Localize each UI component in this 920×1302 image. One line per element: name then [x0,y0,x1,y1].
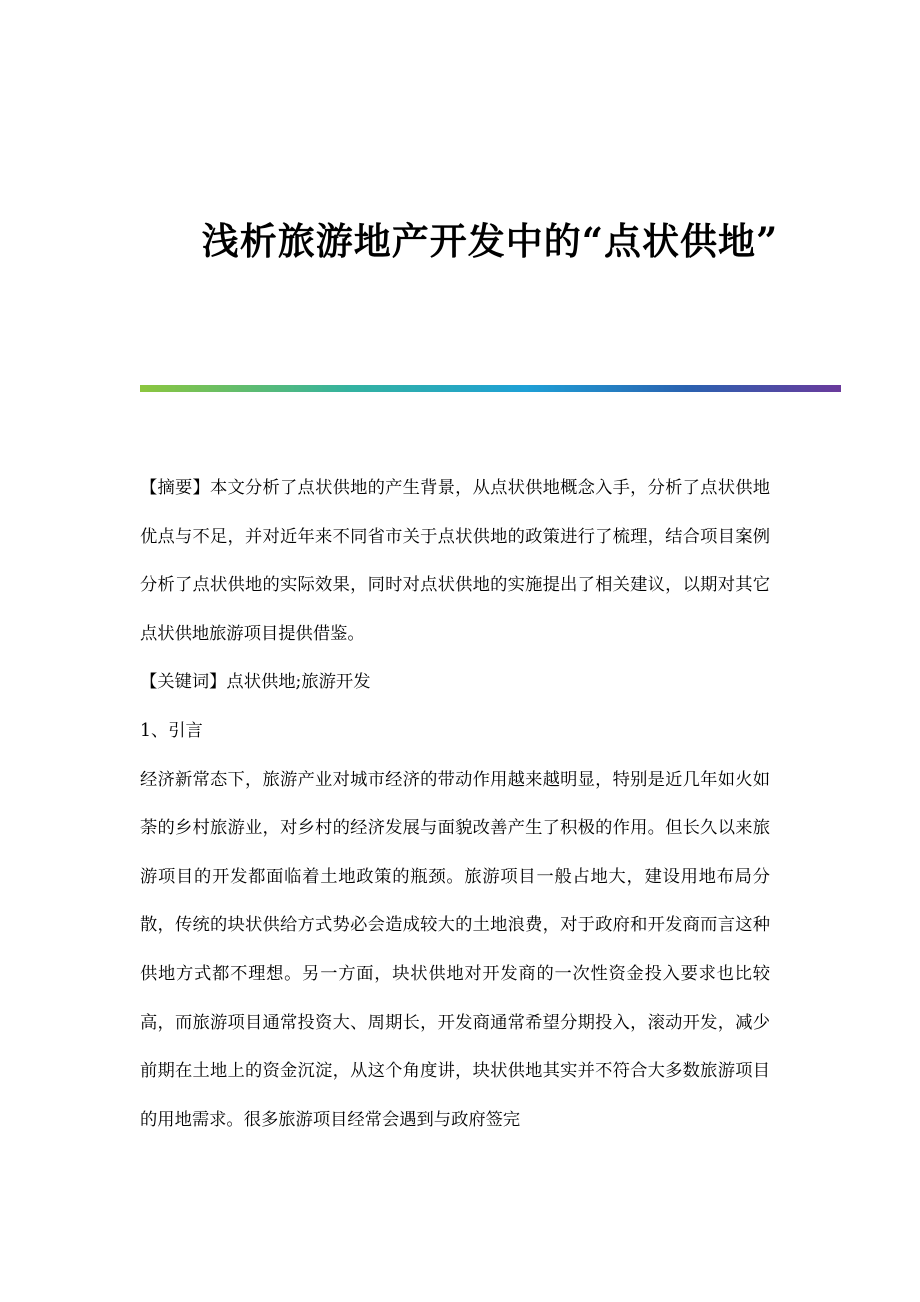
title-divider-rule [140,385,841,392]
abstract-label: 【摘要】 [140,478,211,498]
keywords-paragraph [140,658,770,707]
document-body [140,464,770,1144]
section-paragraph: 经济新常态下，旅游产业对城市经济的带动作用越来越明显，特别是近几年如火如荼的乡村旅游业，对乡村的经济发展与面貌改善产生了积极的作用。但长久以来旅游项目的开发都面临着土地政策的瓶颈。旅游项目一般占地大，建设用地布局分散，传统的块状供给方式势必会造成较大的土地浪费，对于政府和开发商而言这种供地方式都不理想。另一方面，块状供地对开发商的一次性资金投入要求也比较高，而旅游项目通常投资大、周期长，开发商通常希望分期投入，滚动开发，减少前期在土地上的资金沉淀，从这个角度讲，块状供地其实并不符合大多数旅游项目的用地需求。很多旅游项目经常会遇到与政府签完 [140,769,770,1130]
abstract-paragraph [140,464,770,658]
keywords-text: 点状供地;旅游开发 [226,672,371,693]
abstract-text: 本文分析了点状供地的产生背景，从点状供地概念入手，分析了点状供地优点与不足，并对近年来不同省市关于点状供地的政策进行了梳理，结合项目案例分析了点状供地的实际效果，同时对点状供地的实施提出了相关建议，以期对其它点状供地旅游项目提供借鉴。 [140,478,770,644]
section-heading: 1、引言 [140,720,203,741]
keywords-label: 【关键词】 [140,672,227,693]
document-title: 浅析旅游地产开发中的“点状供地” [201,219,779,263]
